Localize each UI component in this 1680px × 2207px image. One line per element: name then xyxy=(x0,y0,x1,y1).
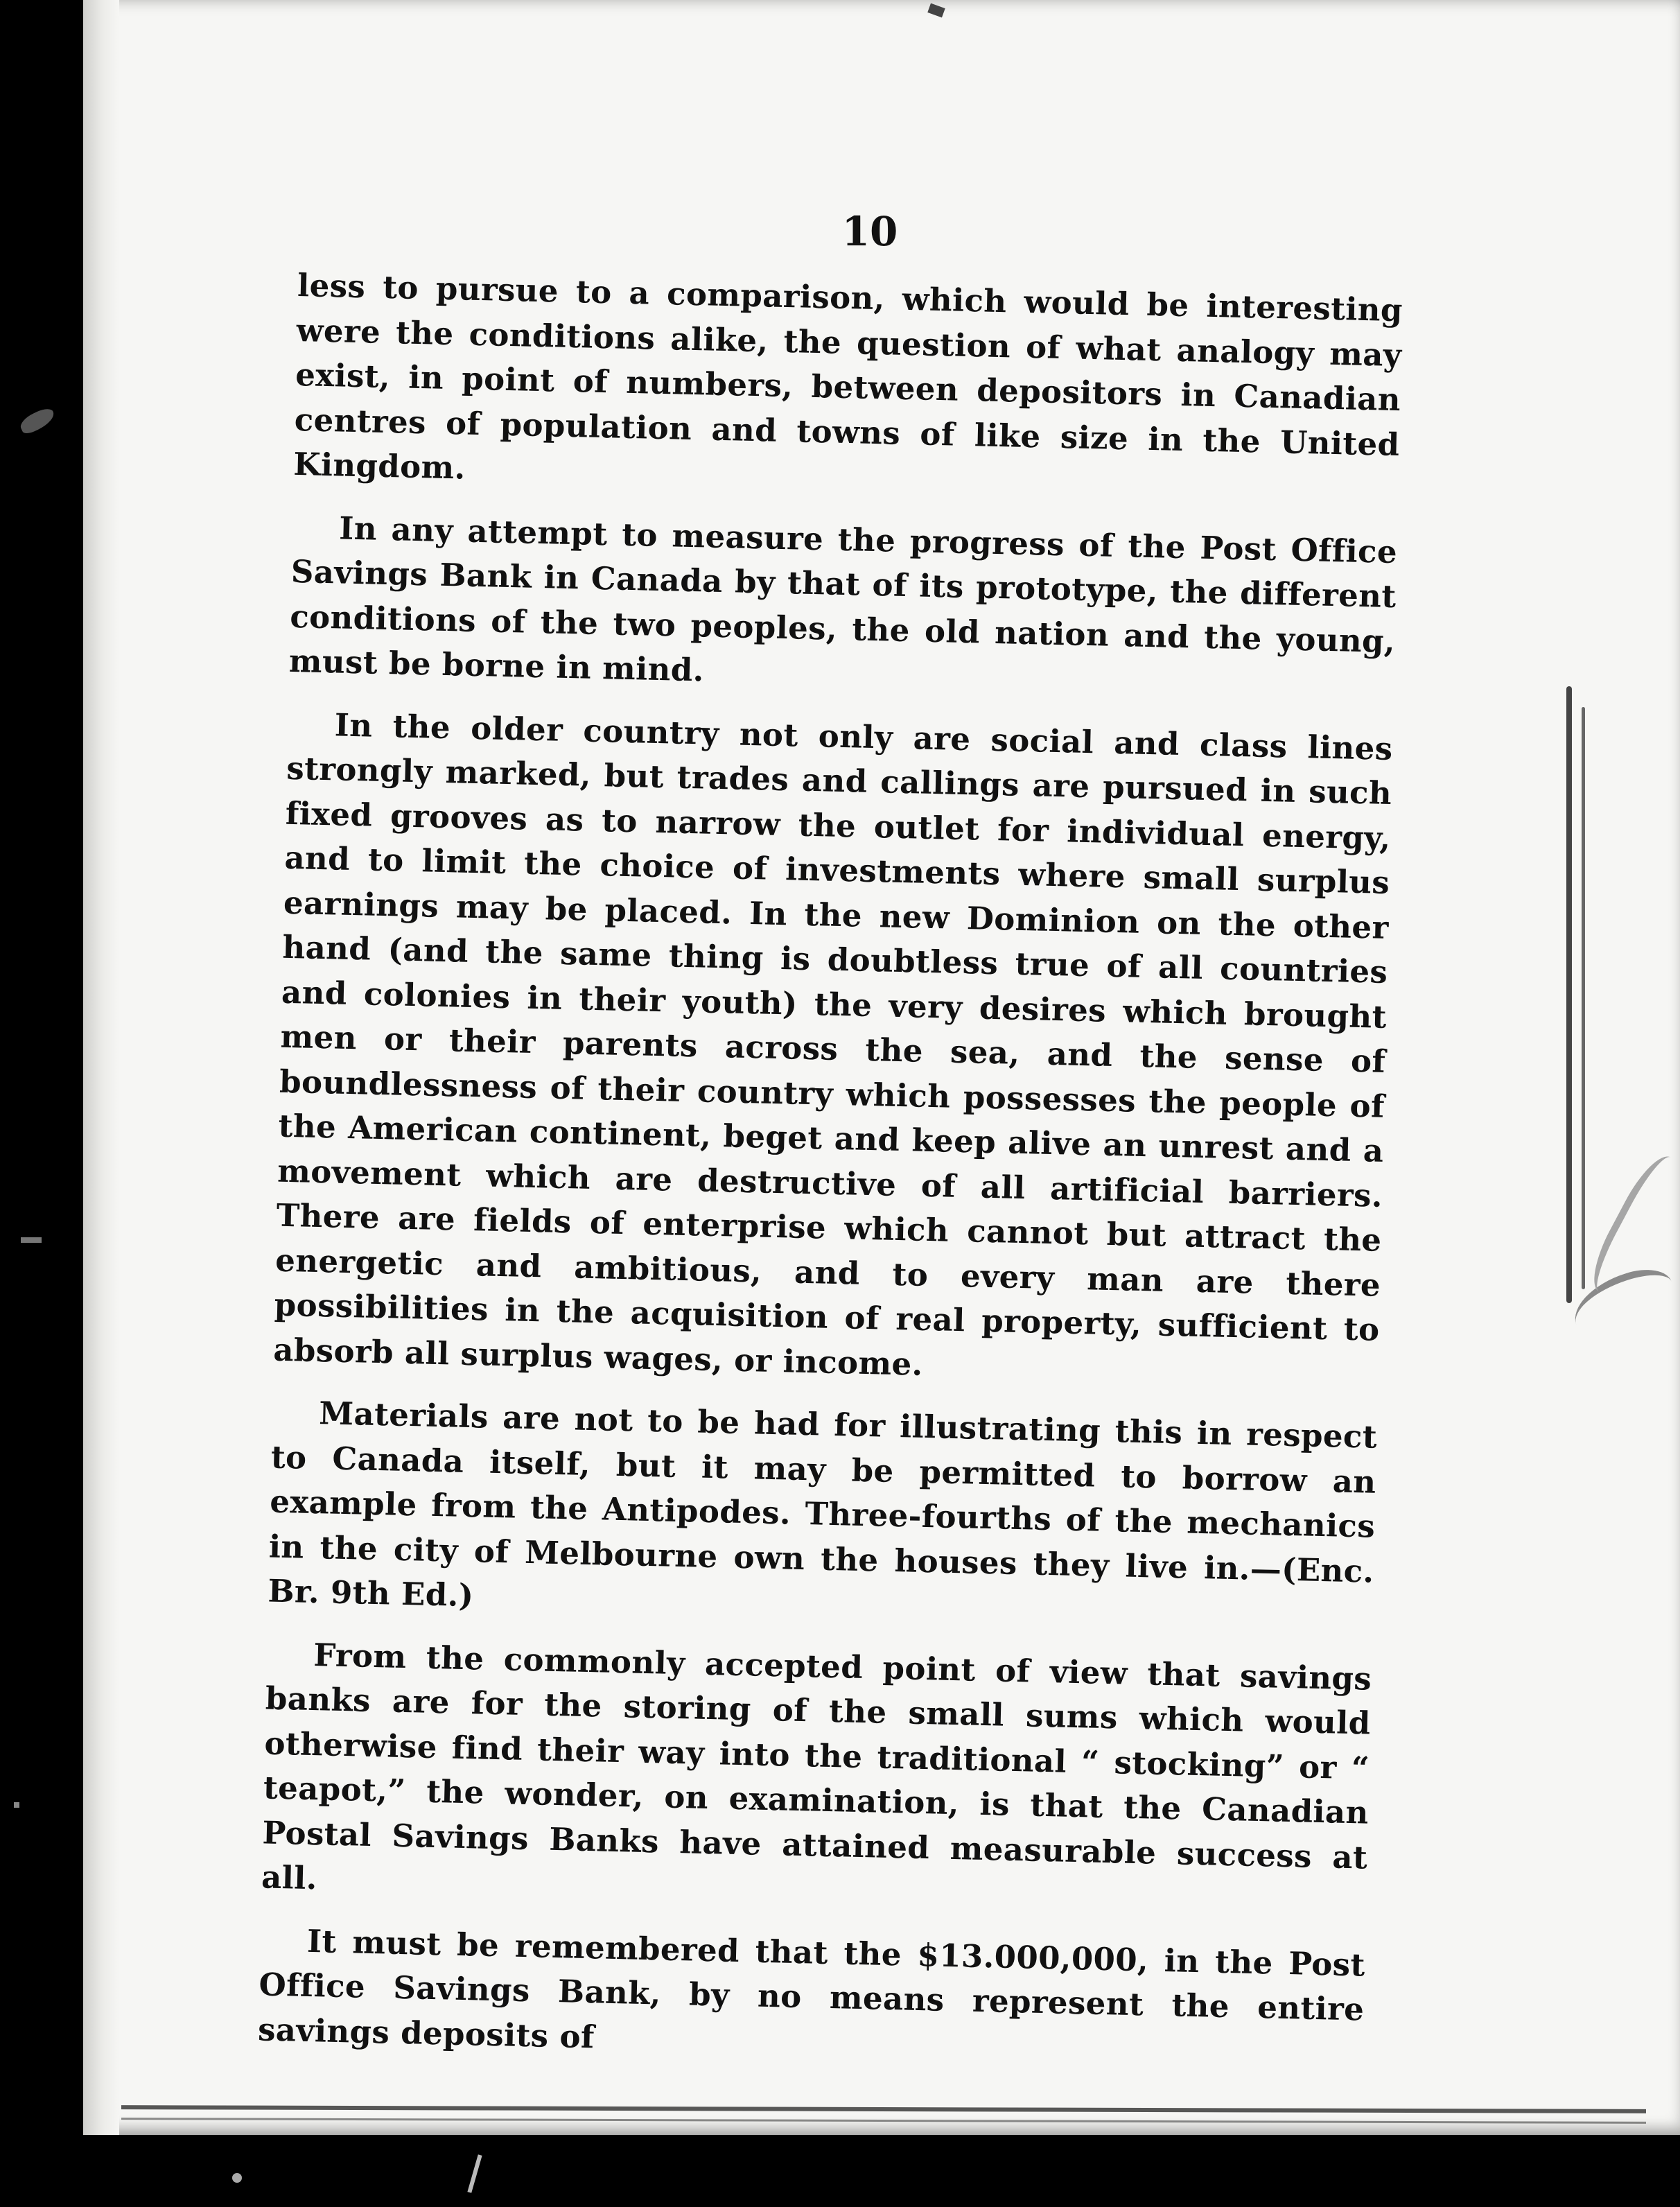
paragraph: From the commonly accepted point of view that savings banks are for the storing of the small sums which would otherwise find their way into the traditional “ stocking” or “ teapot,” the wonder, on examination, is that the Canadian Postal Savings Banks have attained measurable success at all. xyxy=(261,1636,1372,1897)
binding-line xyxy=(1566,686,1572,1303)
paragraph: less to pursue to a comparison, which would be interesting were the conditions alike, the question of what analogy may exist, in point of numbers, between depositors in Canadian centres of population and towns of like size in the United Kingdom. xyxy=(292,266,1403,487)
paragraph: Materials are not to be had for illustrating this in respect to Canada itself, but it may be permitted to borrow an example from the Antipodes. Three-fourths of the mechanics in the city of Melbourne own the houses they live in.—(Enc. Br. 9th Ed.) xyxy=(267,1395,1378,1614)
paragraph: In any attempt to measure the progress of the Post Office Savings Bank in Canada by that of its prototype, the different conditions of the two peoples, the old nation and the young, must be borne in mind. xyxy=(288,509,1398,689)
margin-mark xyxy=(21,1237,42,1243)
margin-speck xyxy=(232,2173,242,2183)
page-number: 10 xyxy=(841,208,898,255)
margin-speck xyxy=(14,1802,19,1808)
body-text xyxy=(257,263,1403,2095)
binding-line xyxy=(1582,707,1585,1289)
paragraph: It must be remembered that the $13.000,000, in the Post Office Savings Bank, by no means represent the entire savings deposits of xyxy=(257,1922,1366,2055)
paragraph: In the older country not only are social and class lines strongly marked, but trades and callings are pursued in such fixed grooves as to narrow the outlet for individual energy, and to limit the choice of investments where small surplus earnings may be placed. In the new Dominion on the other hand (and the same thing is doubtless true of all countries and colonies in their youth) the very desires which brought men or their parents across the sea, and the sense of boundlessness of their country which possesses the people of the American continent, beget and keep alive an unrest and a movement which are destructive of all artificial barriers. There are fields of enterprise which cannot but attract the energetic and ambitious, and to every man are there possibilities in the acquisition of real property, sufficient to absorb all surplus wages, or income. xyxy=(272,706,1394,1383)
